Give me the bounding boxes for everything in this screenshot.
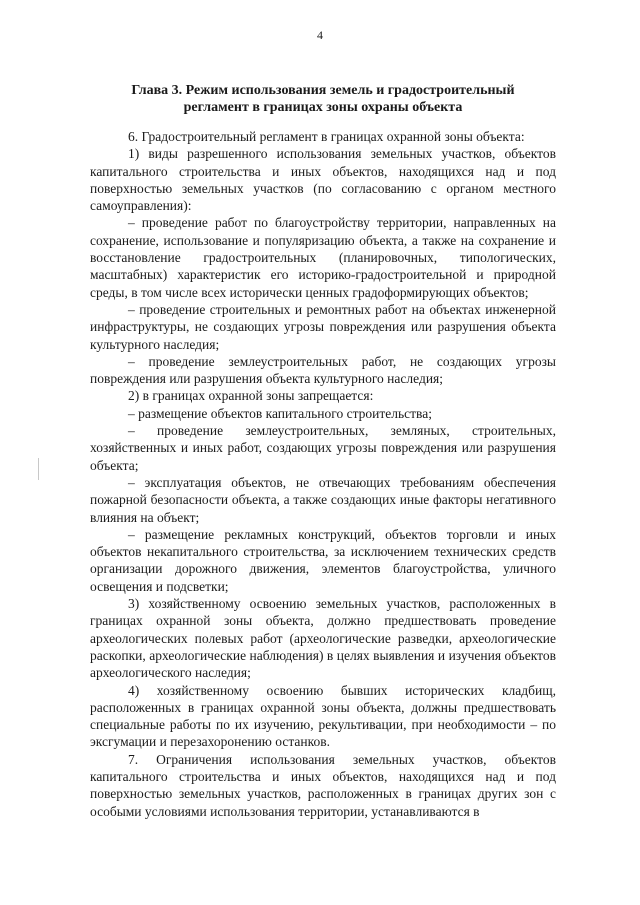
list-item-improvement-works: – проведение работ по благоустройству территории, направленных на сохранение, использование и популяризацию объекта, а также на сохранение и восстановление градостроительных (планировочных, типологических, масштабных) характеристик его историко-градостроительной и природной среды, в том числе всех исторически ценных градоформирующих объектов; (90, 215, 556, 300)
paragraph-6: 6. Градостроительный регламент в границах охранной зоны объекта: (128, 129, 525, 144)
list-item-earthworks-ban: – проведение землеустроительных, земляных, строительных, хозяйственных и иных работ, создающих угрозы повреждения или разрушения объекта; (90, 423, 556, 473)
chapter-heading-line-1: Глава 3. Режим использования земель и градостроительный (131, 83, 515, 98)
chapter-heading-line-2: регламент в границах зоны охраны объекта (183, 100, 463, 115)
list-item-land-management-works: – проведение землеустроительных работ, не создающих угрозы повреждения или разрушения объекта культурного наследия; (90, 353, 556, 387)
page-number: 4 (317, 28, 323, 42)
paragraph-6-2: 2) в границах охранной зоны запрещается: (128, 388, 374, 404)
list-item-construction-works: – проведение строительных и ремонтных работ на объектах инженерной инфраструктуры, не создающих угрозы повреждения или разрушения объекта культурного наследия; (90, 301, 556, 352)
scan-artifact (38, 458, 39, 480)
document-body (90, 128, 556, 820)
paragraph-6-3: 3) хозяйственному освоению земельных участков, расположенных в границах охранной зоны объекта, должно предшествовать проведение археологических полевых работ (археологические разведки, археологические раскопки, археологические наблюдения) в целях выявления и изучения объектов археологического наследия; (90, 596, 556, 681)
paragraph-6-1: 1) виды разрешенного использования земельных участков, объектов капитального строительства и иных объектов, находящихся над и под поверхностью земельных участков (по согласованию с органом местного самоуправления): (90, 146, 556, 214)
list-item-advertising-ban: – размещение рекламных конструкций, объектов торговли и иных объектов некапитального строительства, за исключением технических средств организации дорожного движения, элементов благоустройства, уличного освещения и подсветки; (90, 526, 556, 594)
list-item-fire-safety-ban: – эксплуатация объектов, не отвечающих требованиям обеспечения пожарной безопасности объекта, а также создающих иные факторы негативного влияния на объект; (90, 474, 556, 525)
paragraph-6-4: 4) хозяйственному освоению бывших исторических кладбищ, расположенных в границах охранной зоны объекта, должны предшествовать специальные работы по их изучению, рекультивации, при необходимости – по эксгумации и перезахоронению останков. (90, 682, 556, 750)
chapter-heading (88, 82, 558, 116)
list-item-capital-construction-ban: – размещение объектов капитального строительства; (128, 405, 432, 421)
paragraph-7: 7. Ограничения использования земельных участков, объектов капитального строительства и иных объектов, находящихся над и под поверхностью земельных участков, расположенных в границах других зон с особыми условиями использования территории, устанавливаются в (90, 751, 556, 819)
